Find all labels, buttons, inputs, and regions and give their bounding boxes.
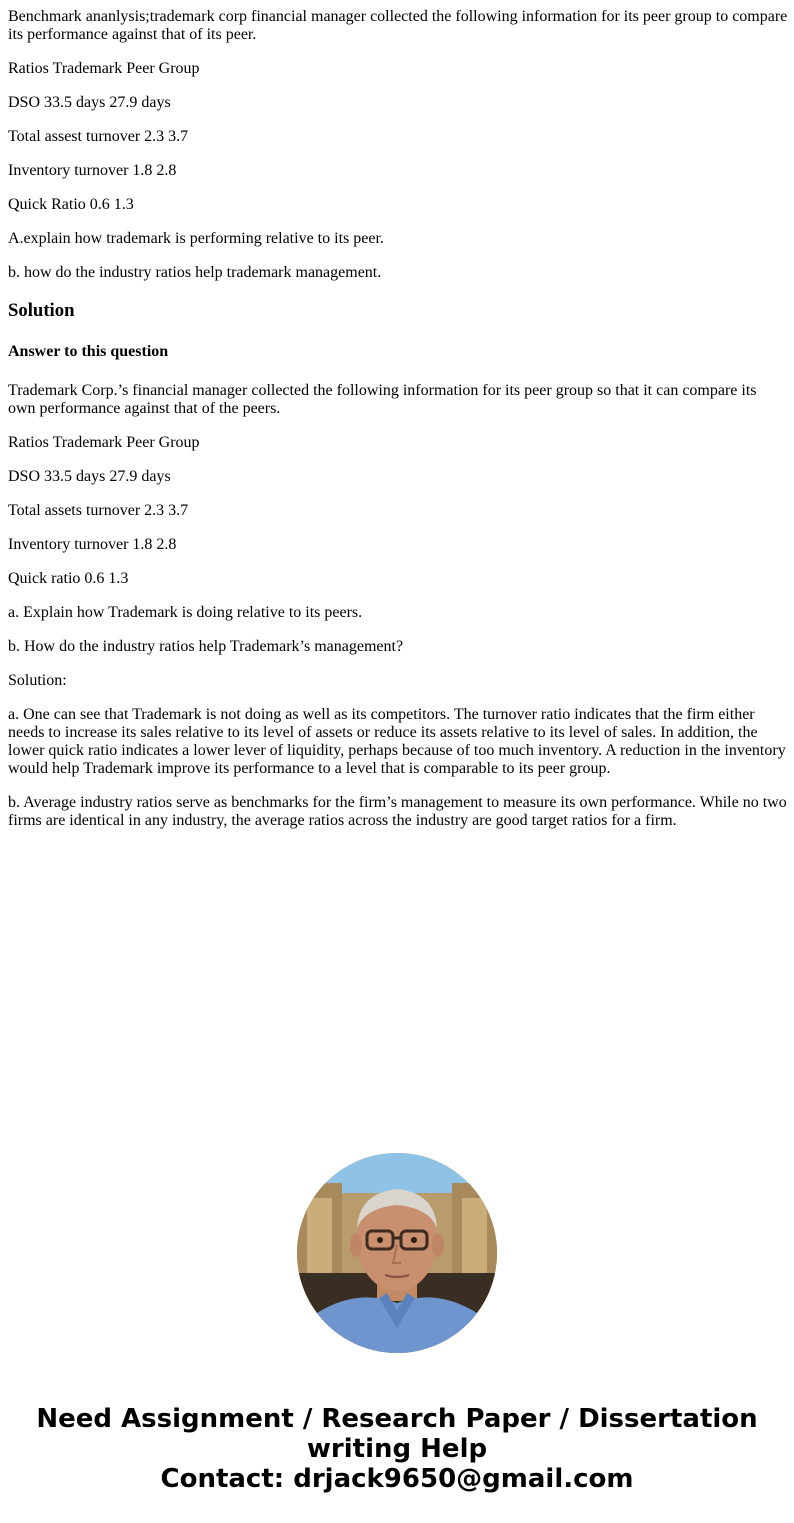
- question-intro: Benchmark ananlysis;trademark corp financial manager collected the following information for its peer group to compare its performance against that of its peer.: [8, 8, 788, 43]
- answer-question-b: b. How do the industry ratios help Trademark’s management?: [8, 638, 404, 655]
- answer-row-dso: DSO 33.5 days 27.9 days: [8, 468, 171, 485]
- author-portrait-image: [297, 1153, 497, 1353]
- answer-row-inventory-turnover: Inventory turnover 1.8 2.8: [8, 536, 177, 553]
- answer-row-quick-ratio: Quick ratio 0.6 1.3: [8, 570, 129, 587]
- question-row-quick-ratio: Quick Ratio 0.6 1.3: [8, 196, 134, 213]
- question-row-total-assets-turnover: Total assest turnover 2.3 3.7: [8, 128, 189, 145]
- main-content: [8, 0, 788, 846]
- answer-part-a: a. One can see that Trademark is not doing as well as its competitors. The turnover ratio indicates that the firm either needs to increase its sales relative to its level of assets or reduce its assets relative to its level of sales. In addition, the lower quick ratio indicates a lower lever of liquidity, perhaps because of too much inventory. A reduction in the inventory would help Trademark improve its performance to a level that is comparable to its peer group.: [8, 706, 786, 777]
- answer-intro: Trademark Corp.’s financial manager collected the following information for its peer group so that it can compare its own performance against that of the peers.: [8, 382, 757, 417]
- answer-solution-label: Solution:: [8, 672, 67, 689]
- question-row-dso: DSO 33.5 days 27.9 days: [8, 94, 171, 111]
- footer-line-writing-help: writing Help: [306, 1434, 488, 1464]
- footer-line-assignment: Need Assignment / Research Paper / Dissertation: [36, 1404, 758, 1434]
- solution-heading: Solution: [8, 300, 75, 321]
- footer-banner: [0, 1404, 794, 1494]
- question-table-header: Ratios Trademark Peer Group: [8, 60, 200, 77]
- question-part-b: b. how do the industry ratios help trademark management.: [8, 264, 382, 281]
- answer-row-total-assets-turnover: Total assets turnover 2.3 3.7: [8, 502, 189, 519]
- answer-part-b: b. Average industry ratios serve as benchmarks for the firm’s management to measure its own performance. While no two firms are identical in any industry, the average ratios across the industry are good target ratios for a firm.: [8, 794, 787, 829]
- question-part-a: A.explain how trademark is performing relative to its peer.: [8, 230, 384, 247]
- answer-question-a: a. Explain how Trademark is doing relative to its peers.: [8, 604, 363, 621]
- answer-subheading: Answer to this question: [8, 343, 169, 360]
- footer-contact-email: Contact: drjack9650@gmail.com: [160, 1464, 634, 1494]
- author-avatar: [297, 1153, 497, 1353]
- answer-table-header: Ratios Trademark Peer Group: [8, 434, 200, 451]
- question-row-inventory-turnover: Inventory turnover 1.8 2.8: [8, 162, 177, 179]
